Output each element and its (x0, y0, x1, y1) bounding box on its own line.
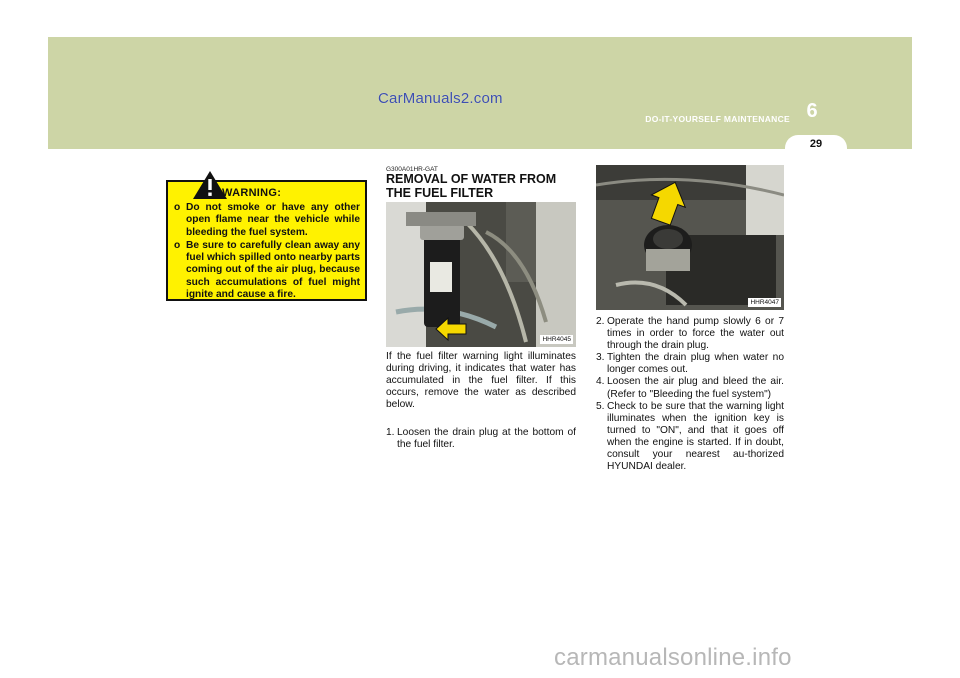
step-number: 4. (596, 376, 605, 388)
step-item (596, 316, 784, 352)
step-item (386, 427, 576, 451)
step-text: Operate the hand pump slowly 6 or 7 times in order to force the water out through the drain plug. (607, 316, 784, 352)
step-item (596, 376, 784, 400)
warning-title: WARNING: (222, 187, 282, 199)
watermark-link[interactable]: CarManuals2.com (378, 90, 503, 107)
page-number: 29 (809, 138, 823, 150)
warning-box (166, 180, 367, 301)
warning-item (174, 240, 360, 301)
hand-pump-photo (596, 165, 784, 310)
step-item (596, 401, 784, 474)
photo-code: HHR4045 (542, 336, 571, 343)
section-number: 6 (806, 100, 818, 122)
step-text: Tighten the drain plug when water no longer comes out. (607, 352, 784, 376)
step-number: 1. (386, 427, 395, 438)
section-title: DO-IT-YOURSELF MAINTENANCE (645, 114, 790, 124)
section-heading: REMOVAL OF WATER FROM THE FUEL FILTER (386, 172, 557, 200)
bullet: o (174, 239, 181, 251)
footer-watermark-link[interactable]: carmanualsonline.info (554, 644, 792, 671)
step-text: Loosen the air plug and bleed the air. (Refer to "Bleeding the fuel system") (607, 376, 784, 400)
step-number: 3. (596, 352, 605, 364)
step-text: Loosen the drain plug at the bottom of the fuel filter. (397, 427, 576, 451)
step-number: 2. (596, 316, 605, 327)
section-code: G300A01HR-GAT (386, 166, 438, 173)
warning-item-text: Be sure to carefully clean away any fuel which spilled onto nearby parts coming out of the air plug, because such accumulations of fuel might ignite and cause a fire. (186, 239, 360, 301)
fuel-filter-illustration (386, 202, 576, 347)
hand-pump-illustration (596, 165, 784, 310)
step-list (596, 316, 784, 473)
intro-paragraph: If the fuel filter warning light illuminates during driving, it indicates that water has accumulated in the fuel filter. If this occurs, remove the water as described below. (386, 351, 576, 411)
photo-code: HHR4047 (750, 299, 779, 306)
bullet: o (174, 202, 181, 213)
step-list (386, 427, 576, 451)
step-number: 5. (596, 400, 605, 412)
step-text: Check to be sure that the warning light illuminates when the ignition key is turned to "ON", and that it goes off when the engine is started. If in doubt, consult your nearest au-thorized HYUNDAI dealer. (607, 400, 784, 473)
warning-item-text: Do not smoke or have any other open flame near the vehicle while bleeding the fuel system. (186, 202, 360, 238)
step-item (596, 352, 784, 376)
fuel-filter-photo (386, 202, 576, 347)
warning-item (174, 202, 360, 239)
